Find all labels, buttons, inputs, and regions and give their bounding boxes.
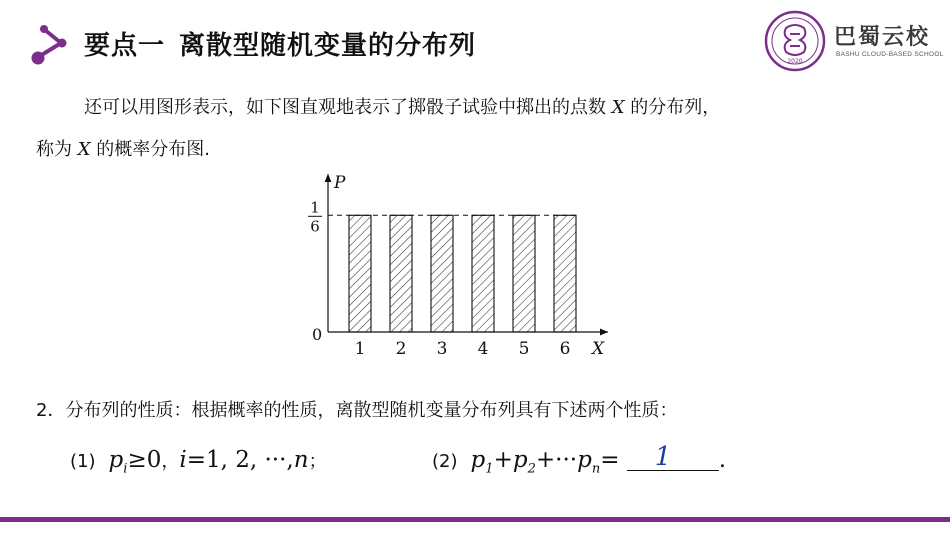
y-axis-label: P bbox=[334, 173, 346, 193]
math-i: i bbox=[179, 447, 187, 473]
point-2-text: 2．分布列的性质：根据概率的性质，离散型随机变量分布列具有下述两个性质： bbox=[36, 400, 678, 421]
y-tick-numerator: 1 bbox=[310, 198, 320, 217]
math-sep: ， bbox=[161, 451, 180, 472]
origin-label: 0 bbox=[312, 325, 323, 344]
chart-bar bbox=[349, 215, 371, 332]
x-tick-label: 1 bbox=[354, 339, 366, 359]
chart-bar bbox=[390, 215, 412, 332]
title-topic: 离散型随机变量的分布列 bbox=[179, 31, 477, 61]
x-tick-label: 4 bbox=[477, 339, 489, 359]
math-plus: + bbox=[493, 447, 513, 473]
seal-year: 2020 bbox=[787, 58, 803, 65]
math-p: p bbox=[108, 447, 124, 473]
math-sub: 1 bbox=[485, 461, 494, 477]
math-p: p bbox=[512, 447, 528, 473]
chart-svg bbox=[300, 168, 620, 363]
x-axis-label: X bbox=[592, 339, 605, 359]
property-2-formula bbox=[463, 447, 627, 477]
math-n: n bbox=[293, 447, 309, 473]
math-sub: 2 bbox=[527, 461, 536, 477]
property-label: (2) bbox=[432, 451, 458, 472]
x-tick-label: 6 bbox=[559, 339, 571, 359]
math-dots: +··· bbox=[535, 447, 578, 473]
math-sub: i bbox=[123, 461, 128, 477]
x-tick-label: 2 bbox=[395, 339, 407, 359]
logo-name: 巴蜀云校 bbox=[834, 24, 931, 50]
y-axis-arrow bbox=[325, 174, 332, 182]
chart-bar bbox=[472, 215, 494, 332]
math-rel: ≥0 bbox=[127, 447, 162, 473]
chart-bar bbox=[513, 215, 535, 332]
property-2 bbox=[432, 442, 727, 477]
math-p: p bbox=[577, 447, 592, 473]
math-p: p bbox=[470, 447, 486, 473]
math-sub: n bbox=[591, 461, 601, 477]
y-tick-denominator: 6 bbox=[310, 217, 320, 236]
math-end: . bbox=[718, 447, 727, 473]
answer-blank[interactable] bbox=[627, 442, 719, 472]
math-end: ； bbox=[308, 451, 327, 472]
property-label: (1) bbox=[70, 451, 96, 472]
x-tick-label: 3 bbox=[436, 339, 448, 359]
variable-x: X bbox=[77, 139, 91, 160]
logo-subtitle: BASHU CLOUD-BASED SCHOOL bbox=[836, 51, 944, 58]
x-tick-label: 5 bbox=[518, 339, 530, 359]
variable-x: X bbox=[611, 97, 625, 118]
title-point: 要点一 bbox=[84, 31, 166, 61]
property-1 bbox=[70, 447, 327, 477]
math-eq: =1, 2, ···, bbox=[186, 447, 294, 473]
paragraph-text: 还可以用图形表示，如下图直观地表示了掷骰子试验中掷出的点数 bbox=[84, 97, 606, 118]
page-title bbox=[84, 25, 476, 62]
paragraph-line-2 bbox=[36, 135, 210, 161]
chart-bar bbox=[554, 215, 576, 332]
paragraph-text: 的分布列， bbox=[630, 97, 721, 118]
x-axis-arrow bbox=[600, 329, 608, 336]
chart-bar bbox=[431, 215, 453, 332]
property-1-formula bbox=[101, 447, 162, 477]
math-eq: = bbox=[600, 447, 620, 473]
probability-chart bbox=[300, 168, 620, 363]
bottom-accent-bar bbox=[0, 517, 950, 522]
paragraph-line-1 bbox=[84, 93, 720, 119]
seal-icon bbox=[764, 10, 826, 72]
paragraph-text: 称为 bbox=[36, 139, 72, 160]
school-logo bbox=[764, 6, 944, 76]
molecule-icon bbox=[28, 22, 74, 68]
paragraph-text: 的概率分布图. bbox=[96, 139, 211, 160]
handwritten-answer: 1 bbox=[654, 442, 672, 472]
